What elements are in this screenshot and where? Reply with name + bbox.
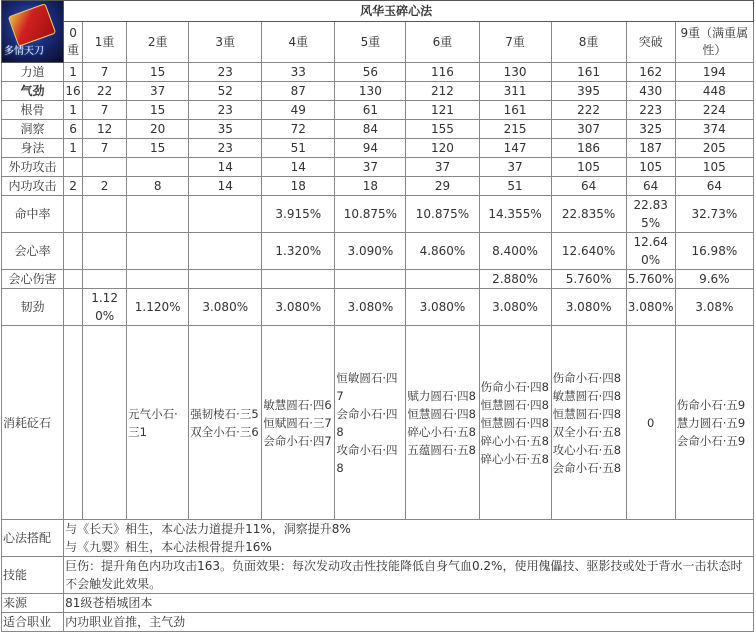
stat-value bbox=[127, 196, 189, 233]
stat-value: 8 bbox=[127, 177, 189, 196]
stat-value: 1 bbox=[64, 63, 83, 82]
info-label: 适合职业 bbox=[2, 613, 64, 632]
stat-value: 94 bbox=[335, 139, 406, 158]
stat-value: 212 bbox=[406, 82, 479, 101]
stat-row bbox=[2, 82, 754, 101]
stones-cell bbox=[64, 326, 83, 520]
table-title: 风华玉碎心法 bbox=[64, 1, 754, 22]
stat-value: 56 bbox=[335, 63, 406, 82]
stat-value: 1.120% bbox=[127, 289, 189, 326]
stat-value: 32.73% bbox=[675, 196, 753, 233]
stat-value: 23 bbox=[189, 63, 262, 82]
stat-value: 14 bbox=[189, 158, 262, 177]
stone-item: 会命小石·五9 bbox=[676, 433, 746, 448]
stat-value: 187 bbox=[626, 139, 675, 158]
info-row bbox=[2, 613, 754, 632]
column-header: 3重 bbox=[189, 22, 262, 63]
stat-value bbox=[64, 196, 83, 233]
stat-row bbox=[2, 233, 754, 270]
stat-value bbox=[83, 233, 127, 270]
stat-value: 3.080% bbox=[189, 289, 262, 326]
stat-value: 1 bbox=[64, 101, 83, 120]
stat-value bbox=[83, 196, 127, 233]
stone-item: 恒慧圆石·四8 bbox=[480, 397, 549, 412]
stat-value: 10.875% bbox=[406, 196, 479, 233]
stat-value: 61 bbox=[335, 101, 406, 120]
stone-item: 元气小石·三1 bbox=[128, 406, 178, 439]
stones-cell bbox=[83, 326, 127, 520]
stat-value: 14.355% bbox=[479, 196, 551, 233]
stat-value: 14 bbox=[189, 177, 262, 196]
heart-method-table bbox=[1, 0, 754, 632]
stat-value: 22.835% bbox=[551, 196, 626, 233]
stat-value: 7 bbox=[83, 63, 127, 82]
info-value bbox=[64, 594, 754, 613]
stat-value: 64 bbox=[626, 177, 675, 196]
stat-value: 7 bbox=[83, 139, 127, 158]
column-header: 4重 bbox=[262, 22, 335, 63]
stat-value: 51 bbox=[479, 177, 551, 196]
stones-cell bbox=[406, 326, 479, 520]
stat-value: 162 bbox=[626, 63, 675, 82]
column-header: 1重 bbox=[83, 22, 127, 63]
stat-value: 205 bbox=[675, 139, 753, 158]
stat-value: 15 bbox=[127, 101, 189, 120]
stat-row bbox=[2, 289, 754, 326]
stat-value bbox=[127, 233, 189, 270]
stat-value: 22 bbox=[83, 82, 127, 101]
stat-value: 147 bbox=[479, 139, 551, 158]
stat-value: 223 bbox=[626, 101, 675, 120]
stat-label: 命中率 bbox=[2, 196, 64, 233]
stat-value bbox=[64, 158, 83, 177]
stat-value: 395 bbox=[551, 82, 626, 101]
stat-value: 121 bbox=[406, 101, 479, 120]
column-header: 2重 bbox=[127, 22, 189, 63]
stat-row bbox=[2, 270, 754, 289]
stat-value: 3.915% bbox=[262, 196, 335, 233]
stat-value: 18 bbox=[335, 177, 406, 196]
stone-item: 碎心小石·五8 bbox=[480, 433, 549, 448]
stat-value: 105 bbox=[551, 158, 626, 177]
stat-value bbox=[83, 270, 127, 289]
column-header: 9重（满重属性） bbox=[675, 22, 753, 63]
stat-value: 161 bbox=[551, 63, 626, 82]
stat-row bbox=[2, 101, 754, 120]
stat-label: 韧劲 bbox=[2, 289, 64, 326]
stones-row bbox=[2, 326, 754, 520]
stone-item: 伤命小石·四8 bbox=[552, 370, 622, 385]
stone-item: 恒慧圆石·四8 bbox=[552, 406, 622, 421]
stone-item: 碎心小石·五8 bbox=[480, 451, 549, 466]
stone-item: 恒敏圆石·四7 bbox=[336, 370, 398, 403]
stat-value: 3.090% bbox=[335, 233, 406, 270]
stat-value bbox=[127, 158, 189, 177]
stone-item: 会命小石·四7 bbox=[263, 433, 332, 448]
stat-label: 身法 bbox=[2, 139, 64, 158]
stat-value: 3.080% bbox=[262, 289, 335, 326]
stat-value: 16.98% bbox=[675, 233, 753, 270]
info-line: 内功职业首推，主气劲 bbox=[65, 615, 186, 629]
info-line: 与《九婴》相生，本心法根骨提升16% bbox=[65, 540, 272, 554]
column-header: 6重 bbox=[406, 22, 479, 63]
stat-value bbox=[189, 233, 262, 270]
stat-label: 会心伤害 bbox=[2, 270, 64, 289]
stat-value: 1.120% bbox=[83, 289, 127, 326]
stat-value: 8.400% bbox=[479, 233, 551, 270]
stat-value: 37 bbox=[479, 158, 551, 177]
stone-item: 碎心小石·五8 bbox=[407, 424, 476, 439]
stat-row bbox=[2, 63, 754, 82]
stones-cell bbox=[127, 326, 189, 520]
stat-value: 15 bbox=[127, 139, 189, 158]
stat-row bbox=[2, 139, 754, 158]
stat-value: 155 bbox=[406, 120, 479, 139]
stat-value: 14 bbox=[262, 158, 335, 177]
stat-row bbox=[2, 158, 754, 177]
info-label: 技能 bbox=[2, 557, 64, 594]
stat-value: 10.875% bbox=[335, 196, 406, 233]
stat-row bbox=[2, 196, 754, 233]
stat-value: 194 bbox=[675, 63, 753, 82]
stat-label: 力道 bbox=[2, 63, 64, 82]
logo-text: 多情天刀 bbox=[4, 46, 44, 57]
stat-value bbox=[64, 289, 83, 326]
stat-value: 5.760% bbox=[626, 270, 675, 289]
stat-value bbox=[262, 270, 335, 289]
stat-value: 35 bbox=[189, 120, 262, 139]
stat-value: 3.080% bbox=[335, 289, 406, 326]
stat-value: 130 bbox=[335, 82, 406, 101]
info-line: 81级苍梧城团本 bbox=[65, 596, 153, 610]
stat-value: 23 bbox=[189, 139, 262, 158]
stat-value: 20 bbox=[127, 120, 189, 139]
stat-value: 12.640% bbox=[551, 233, 626, 270]
stat-value: 51 bbox=[262, 139, 335, 158]
stat-value: 2 bbox=[64, 177, 83, 196]
stone-item: 会命小石·四8 bbox=[336, 406, 398, 439]
stat-value bbox=[335, 270, 406, 289]
stat-value bbox=[64, 270, 83, 289]
stat-value: 12 bbox=[83, 120, 127, 139]
stat-value bbox=[189, 196, 262, 233]
stat-value: 120 bbox=[406, 139, 479, 158]
stone-item: 恒赋圆石·三7 bbox=[263, 415, 332, 430]
stone-item: 强韧棱石·三5 bbox=[190, 406, 259, 421]
column-header: 0重 bbox=[64, 22, 83, 63]
stat-value: 5.760% bbox=[551, 270, 626, 289]
heart-method-book-icon bbox=[2, 1, 64, 62]
stones-cell bbox=[189, 326, 262, 520]
stat-value: 448 bbox=[675, 82, 753, 101]
stone-item: 双全小石·三6 bbox=[190, 424, 259, 439]
stones-cell bbox=[335, 326, 406, 520]
info-line: 巨伤：提升角色内功攻击163。负面效果：每次发动攻击性技能降低自身气血0.2%，使用傀儡技、驱影技或处于背水一击状态时不会触发此效果。 bbox=[65, 559, 743, 591]
stat-value: 3.080% bbox=[626, 289, 675, 326]
stat-value: 3.080% bbox=[551, 289, 626, 326]
info-value bbox=[64, 520, 754, 557]
stone-item: 慧力圆石·五9 bbox=[676, 415, 746, 430]
stat-value: 16 bbox=[64, 82, 83, 101]
stat-value bbox=[83, 158, 127, 177]
stat-value: 37 bbox=[406, 158, 479, 177]
stat-value: 130 bbox=[479, 63, 551, 82]
stone-item: 赋力圆石·四8 bbox=[407, 388, 476, 403]
stat-value: 15 bbox=[127, 63, 189, 82]
stone-item: 攻心小石·五8 bbox=[552, 442, 622, 457]
stat-value: 2.880% bbox=[479, 270, 551, 289]
stone-item: 敏慧圆石·四6 bbox=[263, 397, 332, 412]
column-header: 7重 bbox=[479, 22, 551, 63]
stat-label: 外功攻击 bbox=[2, 158, 64, 177]
stat-value: 12.640% bbox=[626, 233, 675, 270]
stat-row bbox=[2, 120, 754, 139]
stones-cell bbox=[675, 326, 753, 520]
column-header: 5重 bbox=[335, 22, 406, 63]
stat-value: 37 bbox=[127, 82, 189, 101]
stat-row bbox=[2, 177, 754, 196]
stone-item: 恒慧圆石·四8 bbox=[407, 406, 476, 421]
stones-cell bbox=[551, 326, 626, 520]
stat-value: 311 bbox=[479, 82, 551, 101]
stat-value: 9.6% bbox=[675, 270, 753, 289]
column-header: 8重 bbox=[551, 22, 626, 63]
stat-value: 3.08% bbox=[675, 289, 753, 326]
stat-value: 325 bbox=[626, 120, 675, 139]
stone-item: 敏慧圆石·四8 bbox=[552, 388, 622, 403]
stat-value: 49 bbox=[262, 101, 335, 120]
stat-value: 161 bbox=[479, 101, 551, 120]
stat-value: 224 bbox=[675, 101, 753, 120]
info-value bbox=[64, 557, 754, 594]
stat-value: 430 bbox=[626, 82, 675, 101]
stat-label: 根骨 bbox=[2, 101, 64, 120]
stat-label: 会心率 bbox=[2, 233, 64, 270]
logo-cell bbox=[2, 1, 64, 63]
stat-label: 洞察 bbox=[2, 120, 64, 139]
stat-value: 7 bbox=[83, 101, 127, 120]
info-row bbox=[2, 520, 754, 557]
stat-value: 33 bbox=[262, 63, 335, 82]
stat-value: 6 bbox=[64, 120, 83, 139]
stat-value: 64 bbox=[551, 177, 626, 196]
stat-value: 3.080% bbox=[479, 289, 551, 326]
stat-value: 4.860% bbox=[406, 233, 479, 270]
stat-value: 116 bbox=[406, 63, 479, 82]
stones-label: 消耗砭石 bbox=[2, 326, 64, 520]
stat-value: 72 bbox=[262, 120, 335, 139]
stat-value bbox=[127, 270, 189, 289]
stat-value bbox=[406, 270, 479, 289]
stone-item: 会命小石·五8 bbox=[552, 460, 622, 475]
stone-item: 恒慧圆石·四8 bbox=[480, 415, 549, 430]
stat-value: 22.835% bbox=[626, 196, 675, 233]
stone-item: 五蕴圆石·五8 bbox=[407, 442, 476, 457]
column-header: 突破 bbox=[626, 22, 675, 63]
stat-value: 307 bbox=[551, 120, 626, 139]
stat-value: 1 bbox=[64, 139, 83, 158]
stat-value: 105 bbox=[675, 158, 753, 177]
info-value bbox=[64, 613, 754, 632]
stone-item: 0 bbox=[647, 415, 655, 430]
stat-label: 气劲 bbox=[2, 82, 64, 101]
stat-value: 23 bbox=[189, 101, 262, 120]
stones-cell bbox=[626, 326, 675, 520]
stat-value: 84 bbox=[335, 120, 406, 139]
stone-item: 双全小石·五8 bbox=[552, 424, 622, 439]
stat-value: 18 bbox=[262, 177, 335, 196]
stat-value: 37 bbox=[335, 158, 406, 177]
header-row bbox=[2, 22, 754, 63]
stat-value: 29 bbox=[406, 177, 479, 196]
stat-value bbox=[189, 270, 262, 289]
info-line: 与《长天》相生，本心法力道提升11%，洞察提升8% bbox=[65, 522, 351, 536]
stat-value: 87 bbox=[262, 82, 335, 101]
stat-value: 374 bbox=[675, 120, 753, 139]
stones-cell bbox=[479, 326, 551, 520]
stat-value: 222 bbox=[551, 101, 626, 120]
stat-value: 64 bbox=[675, 177, 753, 196]
stat-value: 1.320% bbox=[262, 233, 335, 270]
stat-value: 2 bbox=[83, 177, 127, 196]
stat-value: 215 bbox=[479, 120, 551, 139]
stone-item: 伤命小石·五9 bbox=[676, 397, 746, 412]
stones-cell bbox=[262, 326, 335, 520]
stone-item: 攻命小石·四8 bbox=[336, 442, 398, 475]
info-label: 心法搭配 bbox=[2, 520, 64, 557]
stat-value: 186 bbox=[551, 139, 626, 158]
stat-value bbox=[64, 233, 83, 270]
info-row bbox=[2, 594, 754, 613]
stat-label: 内功攻击 bbox=[2, 177, 64, 196]
info-row bbox=[2, 557, 754, 594]
stat-value: 52 bbox=[189, 82, 262, 101]
stone-item: 伤命小石·四8 bbox=[480, 379, 549, 394]
stat-value: 3.080% bbox=[406, 289, 479, 326]
stat-value: 105 bbox=[626, 158, 675, 177]
info-label: 来源 bbox=[2, 594, 64, 613]
